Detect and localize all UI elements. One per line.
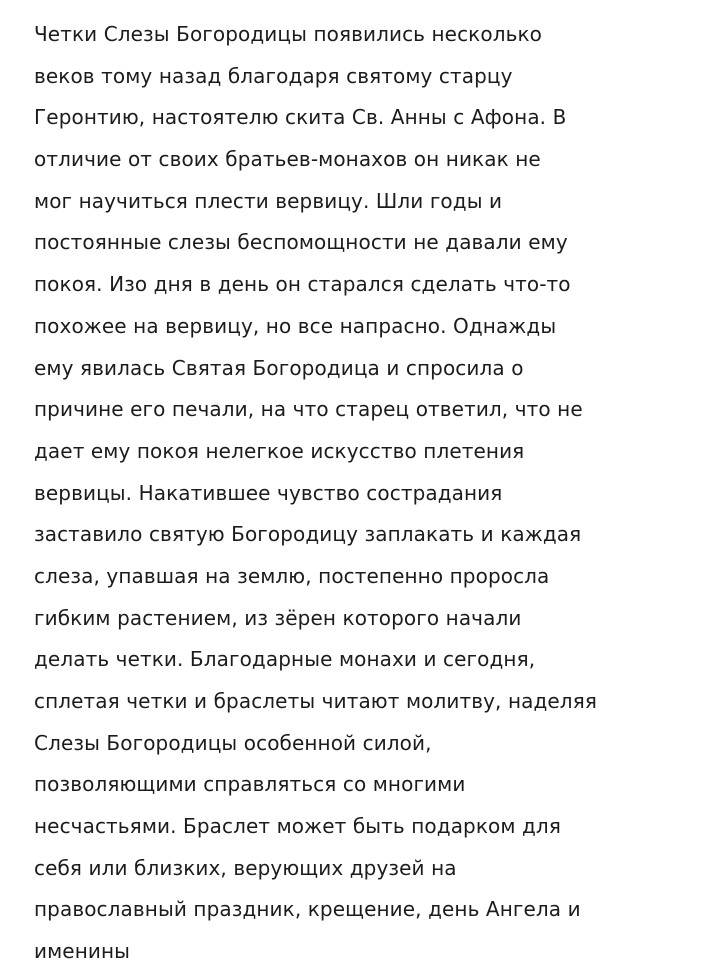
text-line: Четки Слезы Богородицы появились несколько [34, 22, 542, 46]
article-text [34, 14, 704, 964]
text-line: именины [34, 939, 131, 964]
text-line: ему явилась Святая Богородица и спросила о [34, 355, 524, 380]
text-line: сплетая четки и браслеты читают молитву, наделяя [34, 689, 597, 713]
text-line: веков тому назад благодаря святому старцу [34, 63, 513, 88]
text-line: причине его печали, на что старец ответил, что не [34, 397, 583, 422]
text-line: слеза, упавшая на землю, постепенно проросла [34, 563, 550, 588]
text-line: Геронтию, настоятелю скита Св. Анны с Афона. В [34, 105, 567, 130]
text-line: дает ему покоя нелегкое искусство плетения [34, 438, 525, 463]
text-line: Слезы Богородицы особенной силой, [34, 730, 432, 755]
text-line: делать четки. Благодарные монахи и сегодня, [34, 647, 536, 672]
text-line: себя или близких, верующих друзей на [34, 855, 457, 880]
text-line: вервицы. Накатившее чувство сострадания [34, 480, 503, 505]
text-line: несчастьями. Браслет может быть подарком для [34, 814, 561, 839]
text-line: покоя. Изо дня в день он старался сделать что-то [34, 272, 571, 297]
text-line: гибким растением, из зёрен которого начали [34, 605, 522, 630]
text-line: православный праздник, крещение, день Ангела и [34, 897, 581, 922]
text-line: заставило святую Богородицу заплакать и каждая [34, 522, 582, 547]
text-line: постоянные слезы беспомощности не давали ему [34, 230, 568, 255]
text-line: позволяющими справляться со многими [34, 772, 466, 797]
text-line: похожее на вервицу, но все напрасно. Однажды [34, 313, 557, 338]
text-line: мог научиться плести вервицу. Шли годы и [34, 188, 503, 213]
text-line: отличие от своих братьев-монахов он никак не [34, 147, 541, 172]
